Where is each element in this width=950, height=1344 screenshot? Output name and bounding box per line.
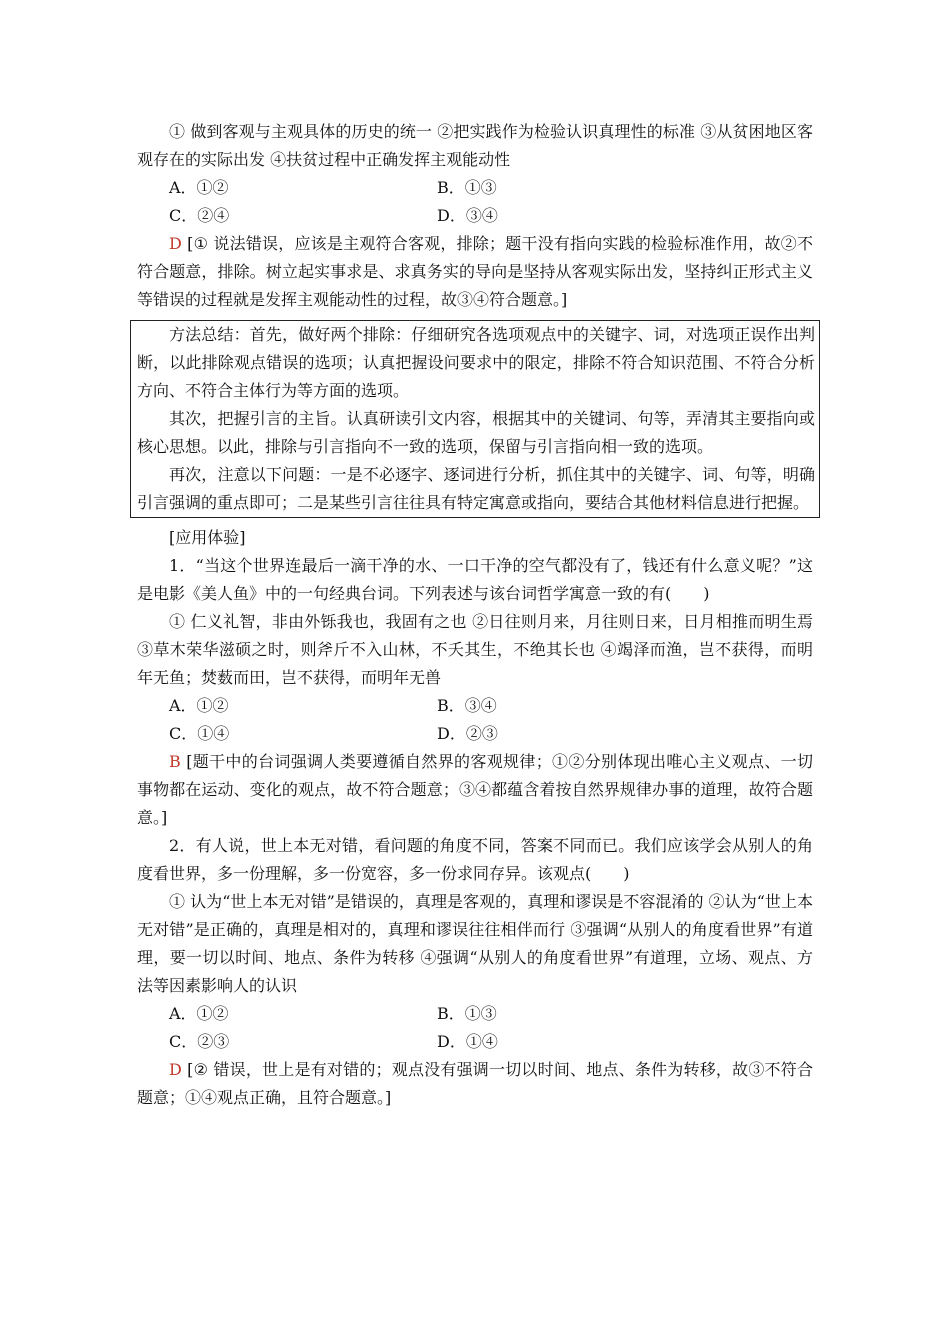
q2-answer-letter: D — [169, 1060, 182, 1079]
q1-stem: 1．“当这个世界连最后一滴干净的水、一口干净的空气都没有了，钱还有什么意义呢？”这是电影《美人鱼》中的一句经典台词。下列表述与该台词哲学寓意一致的有( ) — [137, 556, 813, 603]
q2-choice-b: B．①③ — [437, 1004, 497, 1023]
q2-choice-a: A．①② — [169, 1004, 229, 1023]
q0-choice-c: C．②④ — [169, 206, 230, 225]
q0-answer-paragraph — [137, 230, 813, 314]
q1-choice-b: B．③④ — [437, 696, 497, 715]
q0-choice-a: A．①② — [169, 178, 229, 197]
method-paragraph-2: 其次，把握引言的主旨。认真研读引文内容，根据其中的关键词、句等，弄清其主要指向或核心思想。以此，排除与引言指向不一致的选项，保留与引言指向相一致的选项。 — [137, 409, 815, 456]
q1-options-text: ① 仁义礼智，非由外铄我也，我固有之也 ②日往则月来，月往则日来，日月相推而明生焉 ③草木荣华滋硕之时，则斧斤不入山林，不夭其生，不绝其长也 ④竭泽而渔，岂不获得，而明年无鱼；焚薮而田，岂不获得，而明年无兽 — [137, 612, 813, 687]
section-label: [应用体验] — [169, 528, 246, 547]
document-body — [137, 118, 813, 1112]
q0-options-text: ① 做到客观与主观具体的历史的统一 ②把实践作为检验认识真理性的标准 ③从贫困地区客观存在的实际出发 ④扶贫过程中正确发挥主观能动性 — [137, 122, 813, 169]
q1-choices-row-1 — [137, 692, 813, 720]
q2-stem: 2．有人说，世上本无对错，看问题的角度不同，答案不同而已。我们应该学会从别人的角度看世界，多一份理解，多一份宽容，多一份求同存异。该观点( ) — [137, 836, 813, 883]
q0-explanation: [① 说法错误，应该是主观符合客观，排除；题干没有指向实践的检验标准作用，故②不符合题意，排除。树立起实事求是、求真务实的导向是坚持从客观实际出发，坚持纠正形式主义等错误的过程就是发挥主观能动性的过程，故③④符合题意。] — [137, 234, 813, 309]
q2-explanation: [② 错误，世上是有对错的；观点没有强调一切以时间、地点、条件为转移，故③不符合题意；①④观点正确，且符合题意。] — [137, 1060, 813, 1107]
q2-choice-d: D．①④ — [437, 1032, 498, 1051]
method-summary-box — [130, 320, 820, 518]
q2-options-text: ① 认为“世上本无对错”是错误的，真理是客观的，真理和谬误是不容混淆的 ②认为“世上本无对错”是正确的，真理是相对的，真理和谬误往往相伴而行 ③强调“从别人的角度看世界”有道理，要一切以时间、地点、条件为转移 ④强调“从别人的角度看世界”有道理，立场、观点、方法等因素影响人的认识 — [137, 892, 813, 995]
q0-answer-letter: D — [169, 234, 182, 253]
q2-choices-row-2 — [137, 1028, 813, 1056]
q1-answer-paragraph — [137, 748, 813, 832]
q1-choice-d: D．②③ — [437, 724, 498, 743]
q0-choices-row-1 — [137, 174, 813, 202]
q0-choice-b: B．①③ — [437, 178, 497, 197]
q0-choices-row-2 — [137, 202, 813, 230]
q2-choice-c: C．②③ — [169, 1032, 230, 1051]
q1-explanation: [题干中的台词强调人类要遵循自然界的客观规律；①②分别体现出唯心主义观点、一切事物都在运动、变化的观点，故不符合题意；③④都蕴含着按自然界规律办事的道理，故符合题意。] — [137, 752, 813, 827]
method-paragraph-3: 再次，注意以下问题：一是不必逐字、逐词进行分析，抓住其中的关键字、词、句等，明确引言强调的重点即可；二是某些引言往往具有特定寓意或指向，要结合其他材料信息进行把握。 — [137, 465, 815, 512]
q1-choice-a: A．①② — [169, 696, 229, 715]
q1-answer-letter: B — [169, 752, 181, 771]
q2-answer-paragraph — [137, 1056, 813, 1112]
q1-choice-c: C．①④ — [169, 724, 230, 743]
method-paragraph-1: 方法总结：首先，做好两个排除：仔细研究各选项观点中的关键字、词，对选项正误作出判断，以此排除观点错误的选项；认真把握设问要求中的限定，排除不符合知识范围、不符合分析方向、不符合主体行为等方面的选项。 — [137, 325, 815, 400]
q2-choices-row-1 — [137, 1000, 813, 1028]
q1-choices-row-2 — [137, 720, 813, 748]
q0-choice-d: D．③④ — [437, 206, 498, 225]
